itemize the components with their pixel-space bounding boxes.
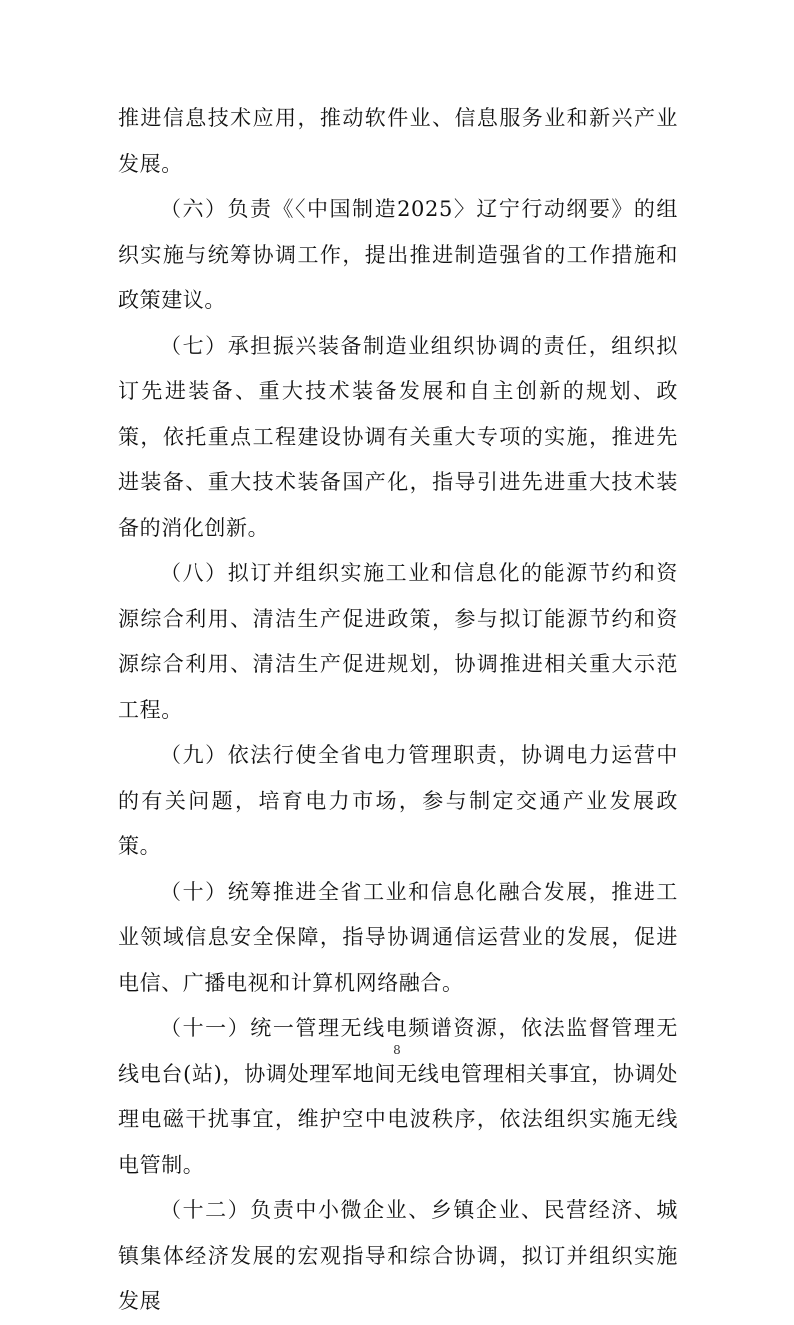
paragraph-item-6: （六）负责《〈中国制造2025〉辽宁行动纲要》的组织实施与统筹协调工作，提出推进制造强省的工作措施和政策建议。 [118, 197, 678, 312]
paragraph-item-10: （十）统筹推进全省工业和信息化融合发展，推进工业领域信息安全保障，指导协调通信运营业的发展，促进电信、广播电视和计算机网络融合。 [118, 879, 678, 995]
paragraph-item-12: （十二）负责中小微企业、乡镇企业、民营经济、城镇集体经济发展的宏观指导和综合协调，拟订并组织实施发展 [118, 1198, 678, 1313]
paragraph-item-9: （九）依法行使全省电力管理职责，协调电力运营中的有关问题，培育电力市场，参与制定交通产业发展政策。 [118, 743, 678, 858]
page-number: 8 [393, 1043, 401, 1057]
paragraph-item-8: （八）拟订并组织实施工业和信息化的能源节约和资源综合利用、清洁生产促进政策，参与拟订能源节约和资源综合利用、清洁生产促进规划，协调推进相关重大示范工程。 [118, 561, 678, 722]
body-text [118, 96, 678, 1325]
paragraph-item-7: （七）承担振兴装备制造业组织协调的责任，组织拟订先进装备、重大技术装备发展和自主创新的规划、政策，依托重点工程建设协调有关重大专项的实施，推进先进装备、重大技术装备国产化，指导引进先进重大技术装备的消化创新。 [118, 333, 678, 540]
paragraph-item-11: （十一）统一管理无线电频谱资源，依法监督管理无线电台(站)，协调处理军地间无线电管理相关事宜，协调处理电磁干扰事宜，维护空中电波秩序，依法组织实施无线电管制。 [118, 1016, 678, 1177]
paragraph-continuation: 推进信息技术应用，推动软件业、信息服务业和新兴产业发展。 [118, 106, 678, 176]
